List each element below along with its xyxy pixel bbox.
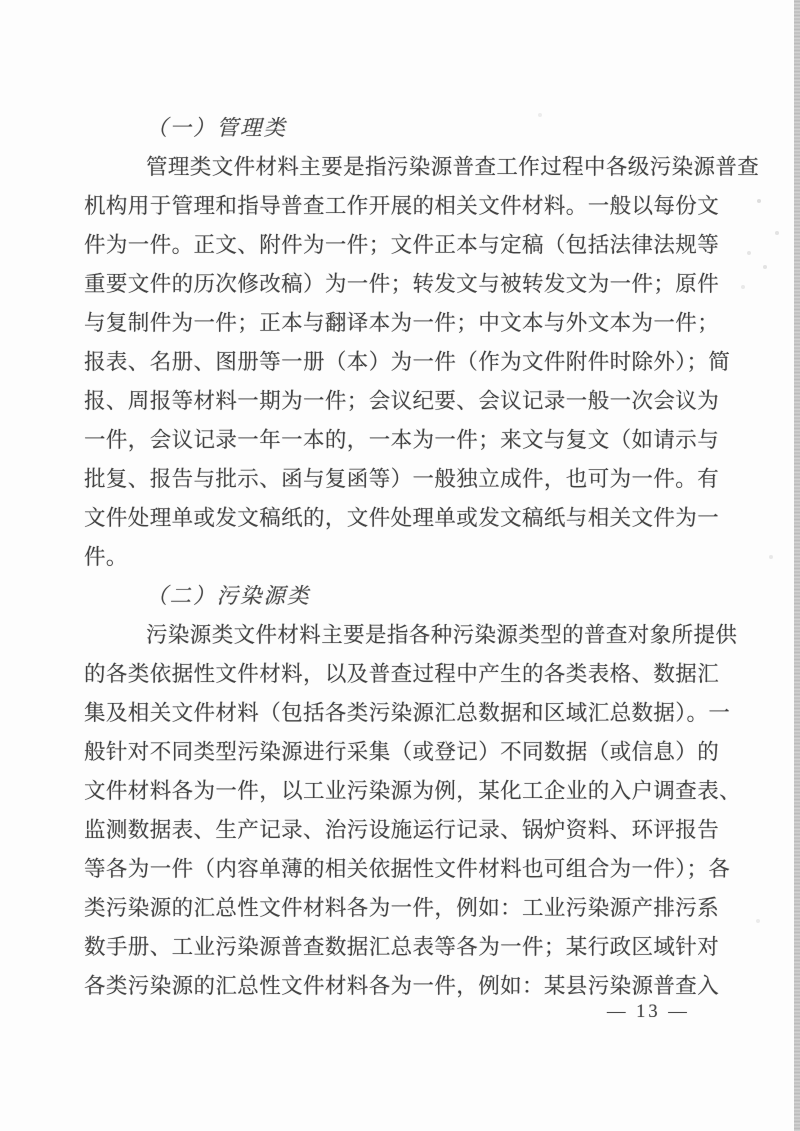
text-line: 集及相关文件材料（包括各类污染源汇总数据和区域汇总数据）。一 bbox=[84, 701, 731, 725]
text-line: 批复、报告与批示、函与复函等）一般独立成件，也可为一件。有 bbox=[84, 467, 720, 491]
text-line: 类污染源的汇总性文件材料各为一件，例如：工业污染源产排污系 bbox=[84, 896, 720, 920]
text-line: 文件材料各为一件，以工业污染源为例，某化工企业的入户调查表、 bbox=[84, 779, 742, 803]
document-content bbox=[84, 109, 760, 1006]
text-line: 监测数据表、生产记录、治污设施运行记录、锅炉资料、环评报告 bbox=[84, 818, 720, 842]
scan-edge-artifact bbox=[794, 0, 800, 1131]
text-line: 机构用于管理和指导普查工作开展的相关文件材料。一般以每份文 bbox=[84, 194, 720, 218]
text-line: 一件，会议记录一年一本的，一本为一件；来文与复文（如请示与 bbox=[84, 428, 720, 452]
text-line: 报表、名册、图册等一册（本）为一件（作为文件附件时除外）；简 bbox=[84, 350, 731, 374]
text-line: 件为一件。正文、附件为一件；文件正本与定稿（包括法律法规等 bbox=[84, 233, 720, 257]
text-line: 重要文件的历次修改稿）为一件；转发文与被转发文为一件；原件 bbox=[84, 272, 720, 296]
text-line: 数手册、工业污染源普查数据汇总表等各为一件；某行政区域针对 bbox=[84, 935, 720, 959]
text-line: 管理类文件材料主要是指污染源普查工作过程中各级污染源普查 bbox=[146, 155, 760, 179]
section-heading: （二）污染源类 bbox=[146, 584, 311, 608]
text-line: 污染源类文件材料主要是指各种污染源类型的普查对象所提供 bbox=[146, 623, 738, 647]
text-line: 与复制件为一件；正本与翻译本为一件；中文本与外文本为一件； bbox=[84, 311, 720, 335]
section-heading: （一）管理类 bbox=[146, 116, 288, 140]
text-line: 的各类依据性文件材料，以及普查过程中产生的各类表格、数据汇 bbox=[84, 662, 720, 686]
text-line: 报、周报等材料一期为一件；会议纪要、会议记录一般一次会议为 bbox=[84, 389, 720, 413]
page-number: — 13 — bbox=[607, 1002, 690, 1022]
text-line: 件。 bbox=[84, 545, 128, 569]
scan-speckles bbox=[0, 0, 2, 2]
text-line: 文件处理单或发文稿纸的，文件处理单或发文稿纸与相关文件为一 bbox=[84, 506, 720, 530]
text-line: 各类污染源的汇总性文件材料各为一件，例如：某县污染源普查入 bbox=[84, 974, 720, 998]
text-line: 般针对不同类型污染源进行采集（或登记）不同数据（或信息）的 bbox=[84, 740, 720, 764]
text-line: 等各为一件（内容单薄的相关依据性文件材料也可组合为一件）；各 bbox=[84, 857, 731, 881]
